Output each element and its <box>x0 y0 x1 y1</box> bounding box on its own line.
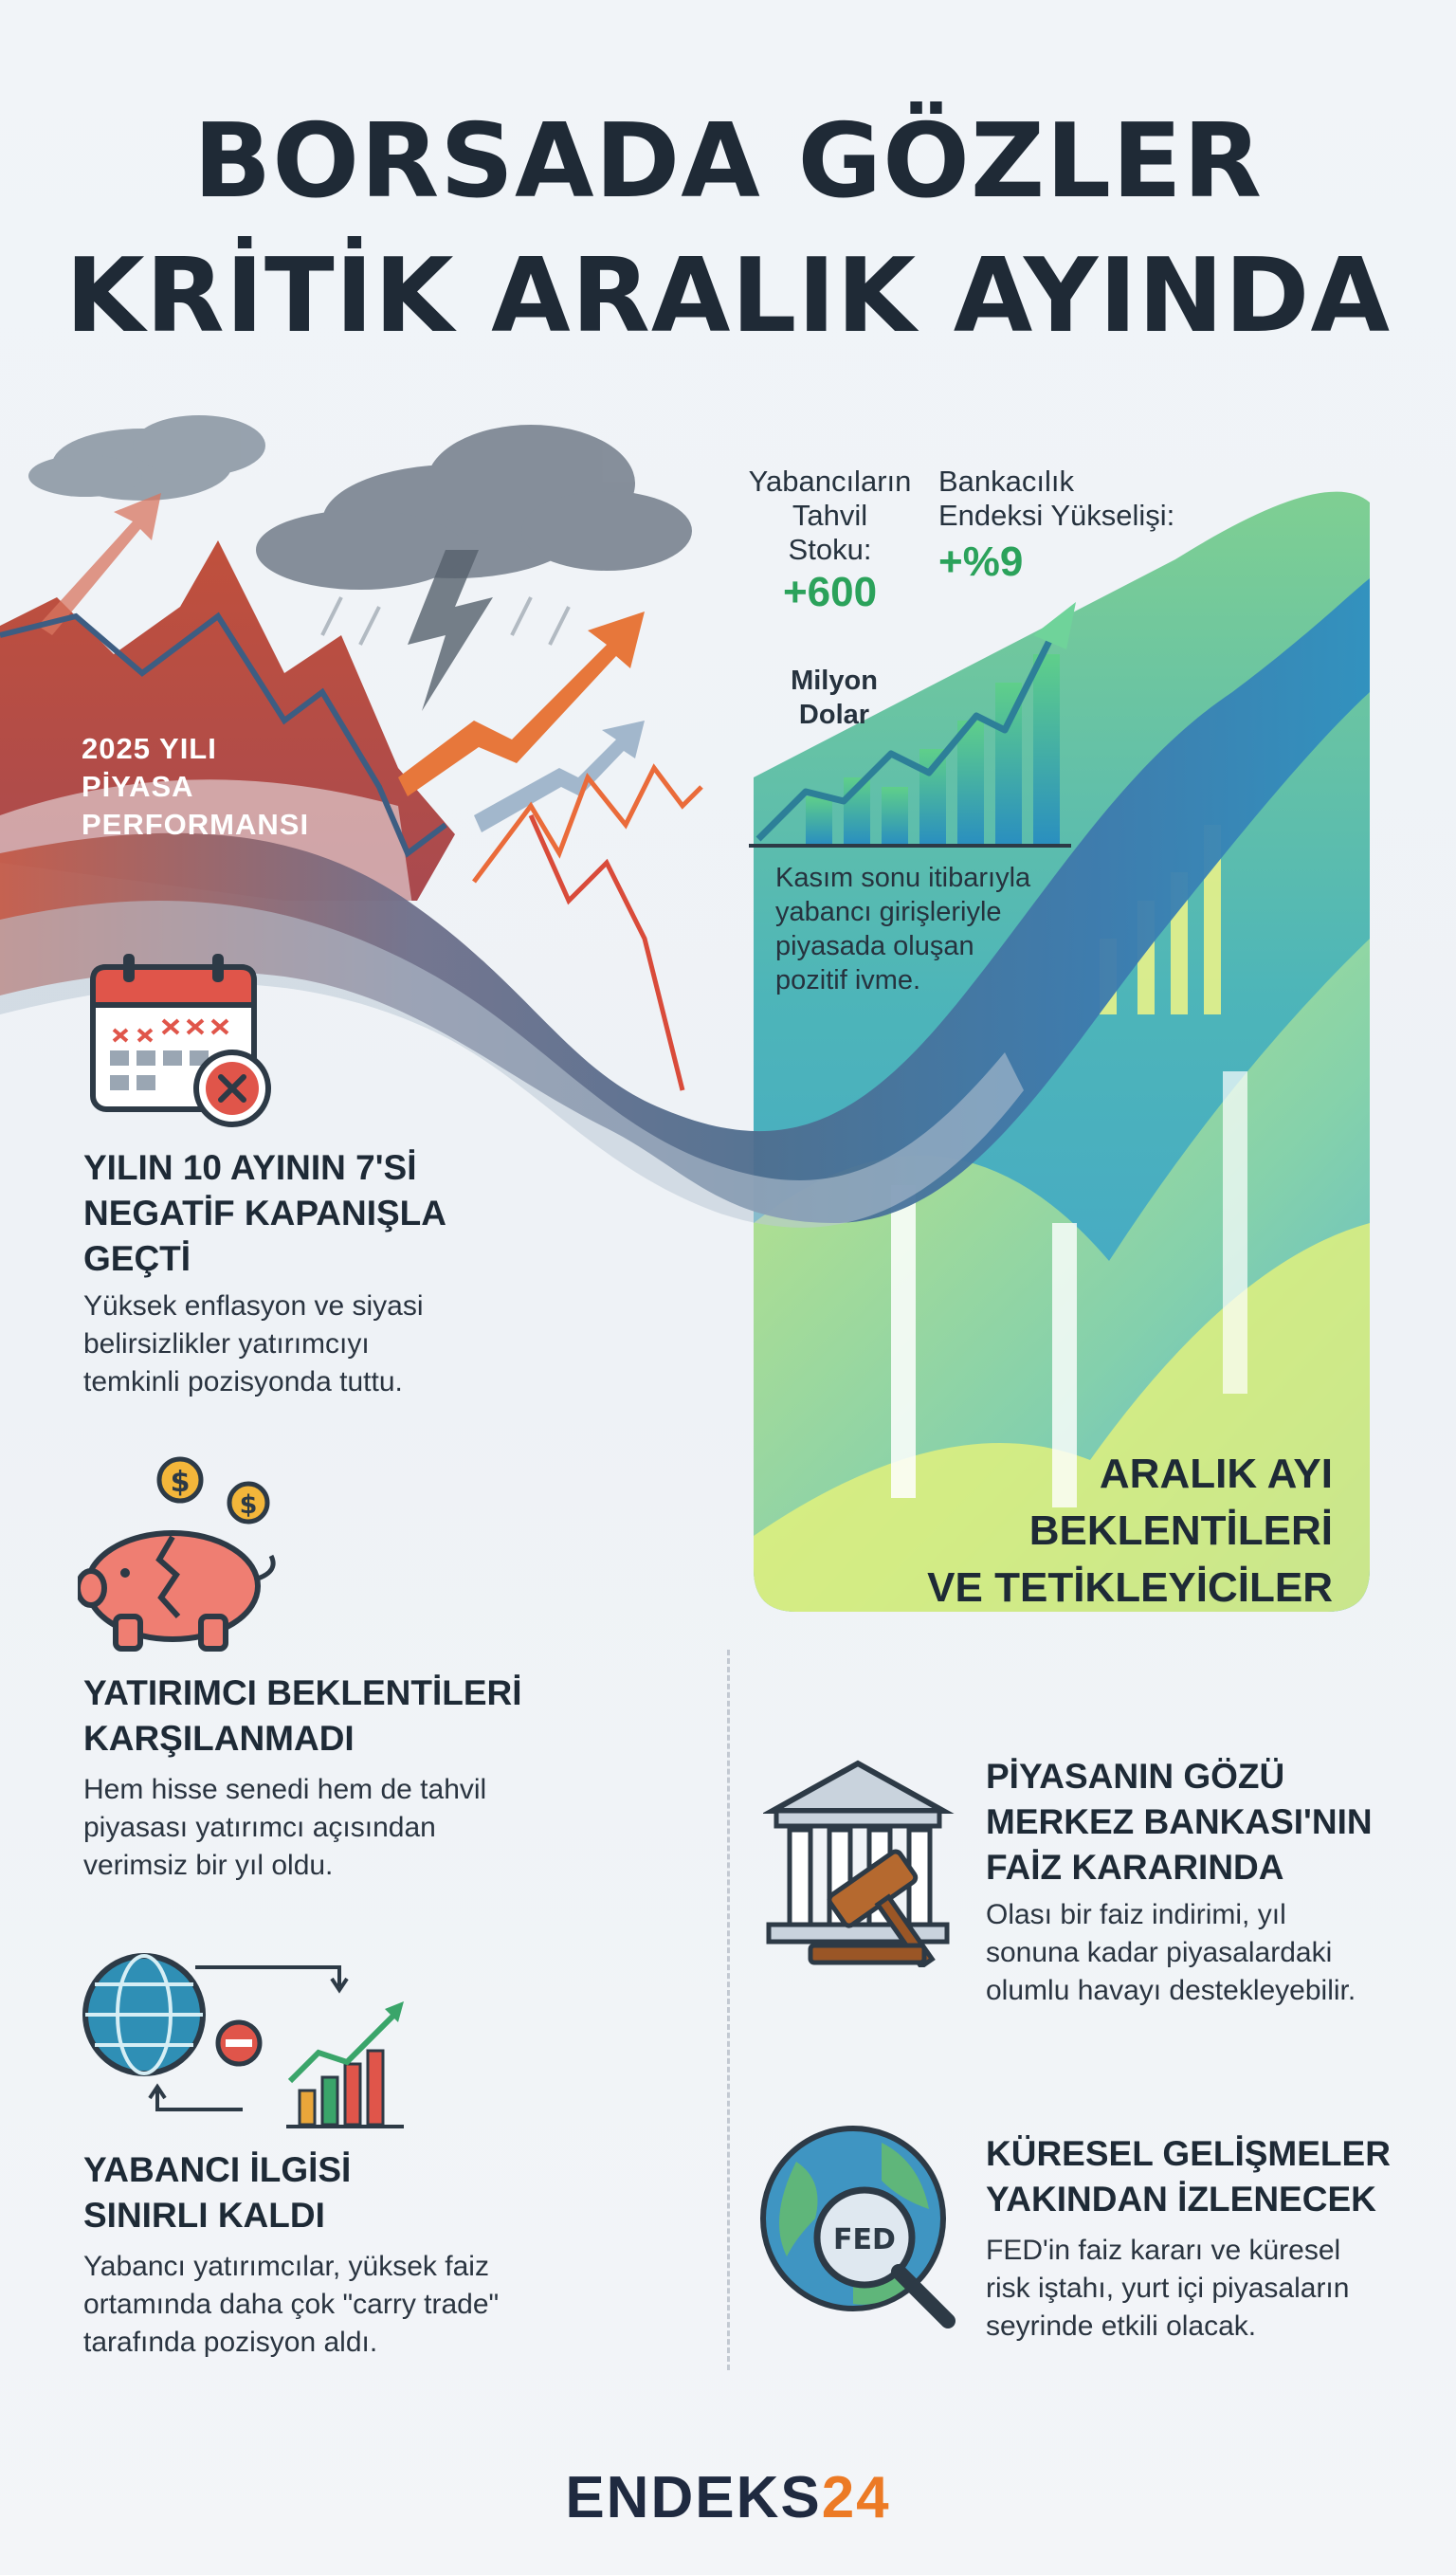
page-title <box>0 95 1456 364</box>
stats-note: Kasım sonu itibarıyla yabancı girişleriyle piyasada oluşan pozitif ivme. <box>775 863 1031 995</box>
broken-piggy-bank-icon <box>78 1455 286 1654</box>
bond-stock-value: +600 <box>782 569 878 615</box>
globe-minus-chart-icon <box>82 1948 413 2147</box>
left-item-2 <box>83 1671 709 1885</box>
column-divider <box>727 1650 730 2370</box>
right-item-1 <box>986 1754 1431 2010</box>
fed-badge-text: FED <box>833 2223 896 2256</box>
calendar-x-icon <box>85 948 284 1128</box>
brand-logo: ENDEKS24 <box>565 2465 891 2530</box>
left-item-1-title: YILIN 10 AYININ 7'Sİ NEGATİF KAPANIŞLA GEÇTİ <box>83 1148 447 1278</box>
december-expectations-heading: ARALIK AYI BEKLENTİLERİ VE TETİKLEYİCİLER <box>927 1451 1333 1611</box>
left-item-1 <box>83 1145 690 1401</box>
performance-label: 2025 YILI PİYASA PERFORMANSI <box>82 732 310 841</box>
left-item-3-title: YABANCI İLGİSİ SINIRLI KALDI <box>83 2150 352 2235</box>
title-line-1: BORSADA GÖZLER <box>192 102 1263 221</box>
left-item-1-desc: Yüksek enflasyon ve siyasi belirsizlikler yatırımcıyı temkinli pozisyonda tuttu. <box>83 1290 424 1397</box>
central-bank-gavel-icon <box>763 1754 972 1967</box>
right-item-1-desc: Olası bir faiz indirimi, yıl sonuna kadar piyasalardaki olumlu havayı destekleyebilir. <box>986 1899 1356 2006</box>
globe-fed-magnifier-icon <box>758 2124 967 2332</box>
right-item-2 <box>986 2131 1431 2346</box>
bond-stock-stat: Yabancıların Tahvil Stoku: +600 <box>747 465 913 618</box>
left-item-2-title: YATIRIMCI BEKLENTİLERİ KARŞILANMADI <box>83 1673 522 1758</box>
svg-text:$: $ <box>170 1466 191 1499</box>
right-item-1-title: PİYASANIN GÖZÜ MERKEZ BANKASI'NIN FAİZ KARARINDA <box>986 1757 1373 1887</box>
left-item-3-desc: Yabancı yatırımcılar, yüksek faiz ortamında daha çok "carry trade" tarafında pozisyon aldı. <box>83 2251 500 2358</box>
growth-chart-icon <box>749 597 1090 853</box>
storm-cloud <box>28 415 265 501</box>
left-item-3 <box>83 2147 709 2362</box>
right-item-2-title: KÜRESEL GELİŞMELER YAKINDAN İZLENECEK <box>986 2134 1391 2219</box>
title-line-2: KRİTİK ARALIK AYINDA <box>64 237 1392 356</box>
right-item-2-desc: FED'in faiz kararı ve küresel risk iştahı, yurt içi piyasaların seyrinde etkili olacak. <box>986 2235 1350 2342</box>
banking-index-value: +%9 <box>938 539 1024 585</box>
unit-label: Milyon Dolar <box>791 666 878 730</box>
left-item-2-desc: Hem hisse senedi hem de tahvil piyasası yatırımcı açısından verimsiz bir yıl oldu. <box>83 1774 487 1881</box>
banking-index-stat: Bankacılık Endeksi Yükselişi: +%9 <box>938 465 1223 588</box>
svg-text:$: $ <box>239 1490 258 1520</box>
